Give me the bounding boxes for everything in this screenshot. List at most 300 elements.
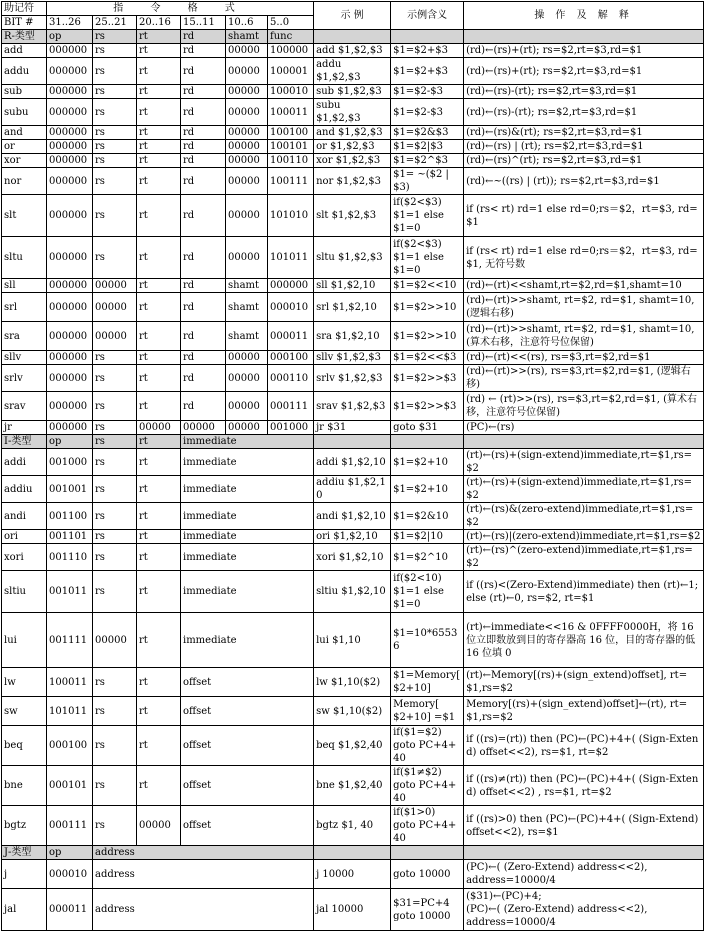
field-rs: rs <box>93 697 137 726</box>
operation-description: (rd)←~((rs) | (rt)); rs=$2,rt=$3,rd=$1 <box>464 168 704 195</box>
example-meaning: if($1≠$2) goto PC+4+40 <box>391 766 464 806</box>
field-rt: rt <box>137 544 181 571</box>
field-address: address <box>93 860 314 889</box>
example: lw $1,10($2) <box>314 668 391 697</box>
section-header-i-type <box>2 435 704 449</box>
example: jal 10000 <box>314 889 391 931</box>
instruction-row <box>2 140 704 154</box>
field-rs: rs <box>93 530 137 544</box>
instruction-row <box>2 168 704 195</box>
field-op: 001001 <box>47 476 93 503</box>
example-meaning: if($2<10) $1=1 else $1=0 <box>391 571 464 613</box>
field-rt: rt <box>137 140 181 154</box>
operation-description: (rt)←(rs)&(zero-extend)immediate,rt=$1,rs=$2 <box>464 503 704 530</box>
field-rs: rs <box>93 140 137 154</box>
field-shamt: 00000 <box>226 58 268 85</box>
field-op: 000000 <box>47 168 93 195</box>
instruction-mnemonic: subu <box>2 99 47 126</box>
instruction-row <box>2 279 704 293</box>
field-rs: rs <box>93 44 137 58</box>
field-rs: rs <box>93 421 137 435</box>
operation-description: (rt)←immediate<<16 & 0FFFF0000H，将 16 位立即数放到目的寄存器高 16 位，目的寄存器的低 16 位填 0 <box>464 613 704 668</box>
example: or $1,$2,$3 <box>314 140 391 154</box>
instruction-mnemonic: ori <box>2 530 47 544</box>
example: addu $1,$2,$3 <box>314 58 391 85</box>
field-rt: rt <box>137 449 181 476</box>
example: addi $1,$2,10 <box>314 449 391 476</box>
section-empty <box>391 30 464 44</box>
field-op: 000010 <box>47 860 93 889</box>
example: addiu $1,$2,10 <box>314 476 391 503</box>
example: xori $1,$2,10 <box>314 544 391 571</box>
field-immediate: immediate <box>181 449 314 476</box>
field-rs: rs <box>93 351 137 365</box>
instruction-row <box>2 293 704 322</box>
instruction-row <box>2 503 704 530</box>
instruction-mnemonic: xor <box>2 154 47 168</box>
example-meaning: $1=$2^10 <box>391 544 464 571</box>
field-func: 100111 <box>268 168 314 195</box>
field-op: 000101 <box>47 766 93 806</box>
field-rt: rt <box>137 154 181 168</box>
operation-description: (rt)←(rs)+(sign-extend)immediate,rt=$1,rs=$2 <box>464 476 704 503</box>
field-op: 001000 <box>47 449 93 476</box>
example-meaning: $1=$2&10 <box>391 503 464 530</box>
field-immediate: immediate <box>181 530 314 544</box>
instruction-mnemonic: bne <box>2 766 47 806</box>
instruction-mnemonic: beq <box>2 726 47 766</box>
field-rt: rt <box>137 392 181 421</box>
header-bits-5-0: 5..0 <box>268 16 314 30</box>
field-rt: rt <box>137 168 181 195</box>
field-rt: rt <box>137 613 181 668</box>
section-name: R-类型 <box>2 30 47 44</box>
header-example: 示 例 <box>314 2 391 30</box>
field-rs: rs <box>93 806 137 846</box>
mips-instruction-table <box>1 1 704 931</box>
operation-description: if ((rs)>0) then (PC)←(PC)+4+( (Sign-Extend) offset<<2), rs=$1 <box>464 806 704 846</box>
example-meaning: goto $31 <box>391 421 464 435</box>
operation-description: (rd)←(rs)+(rt); rs=$2,rt=$3,rd=$1 <box>464 58 704 85</box>
example: sll $1,$2,10 <box>314 279 391 293</box>
example: sub $1,$2,$3 <box>314 85 391 99</box>
example: bgtz $1, 40 <box>314 806 391 846</box>
instruction-row <box>2 126 704 140</box>
field-func: 100011 <box>268 99 314 126</box>
field-func: 101010 <box>268 195 314 237</box>
example: slt $1,$2,$3 <box>314 195 391 237</box>
field-shamt: 00000 <box>226 421 268 435</box>
instruction-row <box>2 44 704 58</box>
example-meaning: $1=10*65536 <box>391 613 464 668</box>
example-meaning: $1=$2+10 <box>391 476 464 503</box>
operation-description: (rd)←(rs)&(rt); rs=$2,rt=$3,rd=$1 <box>464 126 704 140</box>
field-op: 000000 <box>47 322 93 351</box>
field-func: 000010 <box>268 293 314 322</box>
instruction-row <box>2 449 704 476</box>
instruction-row <box>2 571 704 613</box>
field-rs: rs <box>93 168 137 195</box>
operation-description: (rt)←Memory[(rs)+(sign_extend)offset], rt=$1,rs=$2 <box>464 668 704 697</box>
field-immediate: offset <box>181 806 314 846</box>
header-bits-31-26: 31..26 <box>47 16 93 30</box>
field-shamt: shamt <box>226 279 268 293</box>
field-immediate: offset <box>181 668 314 697</box>
field-shamt: 00000 <box>226 168 268 195</box>
instruction-mnemonic: sll <box>2 279 47 293</box>
instruction-mnemonic: slt <box>2 195 47 237</box>
header-row-1 <box>2 2 704 16</box>
instruction-row <box>2 860 704 889</box>
field-rt: rt <box>137 195 181 237</box>
section-field: rs <box>93 30 137 44</box>
operation-description: (rd)←(rs)^(rt); rs=$2,rt=$3,rd=$1 <box>464 154 704 168</box>
instruction-row <box>2 195 704 237</box>
field-rt: rt <box>137 279 181 293</box>
field-func: 001000 <box>268 421 314 435</box>
section-field: rs <box>93 435 137 449</box>
field-op: 001110 <box>47 544 93 571</box>
field-shamt: 00000 <box>226 237 268 279</box>
header-operation: 操 作 及 解 释 <box>464 2 704 30</box>
instruction-mnemonic: sra <box>2 322 47 351</box>
instruction-mnemonic: srl <box>2 293 47 322</box>
field-rd: rd <box>181 322 226 351</box>
field-rt: 00000 <box>137 806 181 846</box>
field-shamt: 00000 <box>226 154 268 168</box>
field-shamt: shamt <box>226 293 268 322</box>
field-func: 100101 <box>268 140 314 154</box>
field-op: 000000 <box>47 293 93 322</box>
example-meaning: $1=$2+$3 <box>391 58 464 85</box>
example-meaning: $1=$2>>10 <box>391 293 464 322</box>
field-rt: rt <box>137 530 181 544</box>
field-op: 001101 <box>47 530 93 544</box>
instruction-row <box>2 697 704 726</box>
header-bit: BIT # <box>2 16 47 30</box>
example: jr $31 <box>314 421 391 435</box>
instruction-row <box>2 806 704 846</box>
field-rd: rd <box>181 126 226 140</box>
instruction-row <box>2 476 704 503</box>
field-op: 000000 <box>47 154 93 168</box>
field-rt: 00000 <box>137 421 181 435</box>
example-meaning: $1=$2|10 <box>391 530 464 544</box>
field-op: 100011 <box>47 668 93 697</box>
field-rs: rs <box>93 99 137 126</box>
example-meaning: $1=$2|$3 <box>391 140 464 154</box>
section-name: J-类型 <box>2 846 47 860</box>
example: sra $1,$2,10 <box>314 322 391 351</box>
operation-description: (rd)←(rt)>>shamt, rt=$2, rd=$1, shamt=10, (算术右移，注意符号位保留) <box>464 322 704 351</box>
instruction-mnemonic: sllv <box>2 351 47 365</box>
example-meaning: $1=Memory[ $2+10] <box>391 668 464 697</box>
section-empty <box>391 435 464 449</box>
instruction-mnemonic: and <box>2 126 47 140</box>
example-meaning: $1=$2+10 <box>391 449 464 476</box>
instruction-mnemonic: sub <box>2 85 47 99</box>
field-func: 100100 <box>268 126 314 140</box>
example-meaning: $1=$2<<10 <box>391 279 464 293</box>
field-rt: rt <box>137 351 181 365</box>
field-rt: rt <box>137 571 181 613</box>
field-shamt: 00000 <box>226 99 268 126</box>
instruction-mnemonic: j <box>2 860 47 889</box>
example-meaning: $1=$2^$3 <box>391 154 464 168</box>
field-func: 100000 <box>268 44 314 58</box>
field-rt: rt <box>137 365 181 392</box>
field-shamt: 00000 <box>226 351 268 365</box>
operation-description: if (rs< rt) rd=1 else rd=0;rs＝$2，rt=$3, rd=$1 <box>464 195 704 237</box>
section-empty <box>391 846 464 860</box>
field-func: 000000 <box>268 279 314 293</box>
field-op: 000000 <box>47 237 93 279</box>
section-empty <box>464 846 704 860</box>
instruction-mnemonic: addu <box>2 58 47 85</box>
example: sw $1,10($2) <box>314 697 391 726</box>
field-rt: rt <box>137 126 181 140</box>
example-meaning: $1=$2&$3 <box>391 126 464 140</box>
instruction-mnemonic: andi <box>2 503 47 530</box>
field-rs: 00000 <box>93 279 137 293</box>
example-meaning: $1=$2>>10 <box>391 322 464 351</box>
section-field: func <box>268 30 314 44</box>
example-meaning: $1=$2>>$3 <box>391 392 464 421</box>
instruction-row <box>2 613 704 668</box>
field-rd: rd <box>181 279 226 293</box>
instruction-row <box>2 889 704 931</box>
section-field: op <box>47 435 93 449</box>
field-immediate: offset <box>181 726 314 766</box>
instruction-mnemonic: sltiu <box>2 571 47 613</box>
example-meaning: $1=$2-$3 <box>391 85 464 99</box>
example: srlv $1,$2,$3 <box>314 365 391 392</box>
field-op: 000000 <box>47 365 93 392</box>
field-rs: rs <box>93 571 137 613</box>
field-rd: rd <box>181 168 226 195</box>
example-meaning: $1=$2>>$3 <box>391 365 464 392</box>
field-rt: rt <box>137 503 181 530</box>
field-op: 000000 <box>47 126 93 140</box>
section-field: op <box>47 846 93 860</box>
operation-description: (rt)←(rs)+(sign-extend)immediate,rt=$1,rs=$2 <box>464 449 704 476</box>
operation-description: (rt)←(rs)|(zero-extend)immediate,rt=$1,rs=$2 <box>464 530 704 544</box>
field-rs: 00000 <box>93 293 137 322</box>
instruction-mnemonic: jal <box>2 889 47 931</box>
field-shamt: 00000 <box>226 195 268 237</box>
operation-description: (rd)←(rs)-(rt); rs=$2,rt=$3,rd=$1 <box>464 85 704 99</box>
field-rd: rd <box>181 44 226 58</box>
instruction-row <box>2 237 704 279</box>
section-field: immediate <box>181 435 314 449</box>
example-meaning: $1=$2+$3 <box>391 44 464 58</box>
field-op: 000000 <box>47 279 93 293</box>
section-empty <box>314 30 391 44</box>
instruction-row <box>2 544 704 571</box>
field-immediate: immediate <box>181 476 314 503</box>
section-field: op <box>47 30 93 44</box>
instruction-mnemonic: srav <box>2 392 47 421</box>
operation-description: (PC)←( (Zero-Extend) address<<2), address=10000/4 <box>464 860 704 889</box>
field-rs: rs <box>93 726 137 766</box>
field-shamt: shamt <box>226 322 268 351</box>
instruction-mnemonic: bgtz <box>2 806 47 846</box>
instruction-row <box>2 365 704 392</box>
instruction-row <box>2 58 704 85</box>
instruction-mnemonic: or <box>2 140 47 154</box>
example: lui $1,10 <box>314 613 391 668</box>
example-meaning: if($1>0) goto PC+4+40 <box>391 806 464 846</box>
field-rt: rt <box>137 58 181 85</box>
header-bits-10-6: 10..6 <box>226 16 268 30</box>
example-meaning: $31=PC+4 goto 10000 <box>391 889 464 931</box>
field-shamt: 00000 <box>226 140 268 154</box>
field-immediate: offset <box>181 766 314 806</box>
instruction-row <box>2 530 704 544</box>
operation-description: (rd)←(rt)<<shamt,rt=$2,rd=$1,shamt=10 <box>464 279 704 293</box>
field-rs: rs <box>93 476 137 503</box>
section-field: rt <box>137 30 181 44</box>
field-rd: rd <box>181 293 226 322</box>
field-rs: rs <box>93 766 137 806</box>
field-rt: rt <box>137 766 181 806</box>
field-rd: rd <box>181 154 226 168</box>
field-immediate: immediate <box>181 503 314 530</box>
operation-description: if (rs< rt) rd=1 else rd=0;rs＝$2，rt=$3, rd=$1, 无符号数 <box>464 237 704 279</box>
field-rt: rt <box>137 44 181 58</box>
instruction-row <box>2 322 704 351</box>
example: add $1,$2,$3 <box>314 44 391 58</box>
field-rs: rs <box>93 503 137 530</box>
operation-description: (rd)←(rs)+(rt); rs=$2,rt=$3,rd=$1 <box>464 44 704 58</box>
example: srav $1,$2,$3 <box>314 392 391 421</box>
field-op: 001100 <box>47 503 93 530</box>
field-op: 000000 <box>47 195 93 237</box>
field-func: 000111 <box>268 392 314 421</box>
field-rs: rs <box>93 544 137 571</box>
instruction-row <box>2 392 704 421</box>
instruction-mnemonic: addi <box>2 449 47 476</box>
example-meaning: if($2<$3) $1=1 else $1=0 <box>391 195 464 237</box>
operation-description: ($31)←(PC)+4; (PC)←( (Zero-Extend) address<<2), address=10000/4 <box>464 889 704 931</box>
field-rd: rd <box>181 351 226 365</box>
instruction-row <box>2 154 704 168</box>
field-op: 000000 <box>47 392 93 421</box>
section-header-r-type <box>2 30 704 44</box>
field-rd: 00000 <box>181 421 226 435</box>
field-rt: rt <box>137 237 181 279</box>
example-meaning: $1= ~($2 | $3) <box>391 168 464 195</box>
header-meaning: 示例含义 <box>391 2 464 30</box>
field-rs: 00000 <box>93 322 137 351</box>
field-op: 000100 <box>47 726 93 766</box>
example: sllv $1,$2,$3 <box>314 351 391 365</box>
header-bits-20-16: 20..16 <box>137 16 181 30</box>
field-op: 000000 <box>47 421 93 435</box>
example: srl $1,$2,10 <box>314 293 391 322</box>
field-op: 101011 <box>47 697 93 726</box>
operation-description: (PC)←(rs) <box>464 421 704 435</box>
instruction-mnemonic: sltu <box>2 237 47 279</box>
field-rs: 00000 <box>93 613 137 668</box>
section-empty <box>314 435 391 449</box>
field-func: 000100 <box>268 351 314 365</box>
field-op: 001011 <box>47 571 93 613</box>
operation-description: (rd)←(rt)>>(rs), rs=$3,rt=$2,rd=$1, (逻辑右移) <box>464 365 704 392</box>
field-rd: rd <box>181 392 226 421</box>
field-shamt: 00000 <box>226 44 268 58</box>
field-address: address <box>93 889 314 931</box>
field-shamt: 00000 <box>226 126 268 140</box>
field-rs: rs <box>93 58 137 85</box>
field-immediate: offset <box>181 697 314 726</box>
operation-description: (rd)←(rt)>>shamt, rt=$2, rd=$1, shamt=10, (逻辑右移) <box>464 293 704 322</box>
field-func: 000110 <box>268 365 314 392</box>
operation-description: (rd) ← (rt)>>(rs), rs=$3,rt=$2,rd=$1, (算术右移，注意符号位保留) <box>464 392 704 421</box>
field-op: 000111 <box>47 806 93 846</box>
header-format-title: 指 令 格 式 <box>47 2 314 16</box>
example-meaning: $1=$2-$3 <box>391 99 464 126</box>
field-op: 000000 <box>47 58 93 85</box>
instruction-mnemonic: srlv <box>2 365 47 392</box>
field-rd: rd <box>181 140 226 154</box>
example: nor $1,$2,$3 <box>314 168 391 195</box>
example: and $1,$2,$3 <box>314 126 391 140</box>
section-empty <box>464 435 704 449</box>
operation-description: if ((rs)=(rt)) then (PC)←(PC)+4+( (Sign-Extend) offset<<2), rs=$1, rt=$2 <box>464 726 704 766</box>
operation-description: if ((rs)≠(rt)) then (PC)←(PC)+4+( (Sign-Extend) offset<<2) , rs=$1, rt=$2 <box>464 766 704 806</box>
example-meaning: $1=$2<<$3 <box>391 351 464 365</box>
field-rs: rs <box>93 195 137 237</box>
operation-description: if ((rs)<(Zero-Extend)immediate) then (rt)←1; else (rt)←0, rs=$2, rt=$1 <box>464 571 704 613</box>
section-empty <box>464 30 704 44</box>
field-rd: rd <box>181 58 226 85</box>
field-rt: rt <box>137 726 181 766</box>
example-meaning: Memory[ $2+10] =$1 <box>391 697 464 726</box>
operation-description: (rd)←(rs) | (rt); rs=$2,rt=$3,rd=$1 <box>464 140 704 154</box>
field-rd: rd <box>181 195 226 237</box>
instruction-mnemonic: addiu <box>2 476 47 503</box>
operation-description: (rt)←(rs)^(zero-extend)immediate,rt=$1,rs=$2 <box>464 544 704 571</box>
field-func: 101011 <box>268 237 314 279</box>
field-rs: rs <box>93 668 137 697</box>
field-rs: rs <box>93 237 137 279</box>
field-immediate: immediate <box>181 613 314 668</box>
header-bits-15-11: 15..11 <box>181 16 226 30</box>
field-rs: rs <box>93 154 137 168</box>
example-meaning: goto 10000 <box>391 860 464 889</box>
example: sltu $1,$2,$3 <box>314 237 391 279</box>
field-rt: rt <box>137 85 181 99</box>
instruction-mnemonic: lui <box>2 613 47 668</box>
field-op: 000000 <box>47 351 93 365</box>
example: bne $1,$2,40 <box>314 766 391 806</box>
example: ori $1,$2,10 <box>314 530 391 544</box>
field-rt: rt <box>137 293 181 322</box>
field-shamt: 00000 <box>226 392 268 421</box>
field-func: 000011 <box>268 322 314 351</box>
section-name: I-类型 <box>2 435 47 449</box>
instruction-row <box>2 726 704 766</box>
example: j 10000 <box>314 860 391 889</box>
example: xor $1,$2,$3 <box>314 154 391 168</box>
example: sltiu $1,$2,10 <box>314 571 391 613</box>
instruction-mnemonic: add <box>2 44 47 58</box>
field-rs: rs <box>93 449 137 476</box>
field-rt: rt <box>137 322 181 351</box>
section-field: rd <box>181 30 226 44</box>
field-op: 000000 <box>47 44 93 58</box>
